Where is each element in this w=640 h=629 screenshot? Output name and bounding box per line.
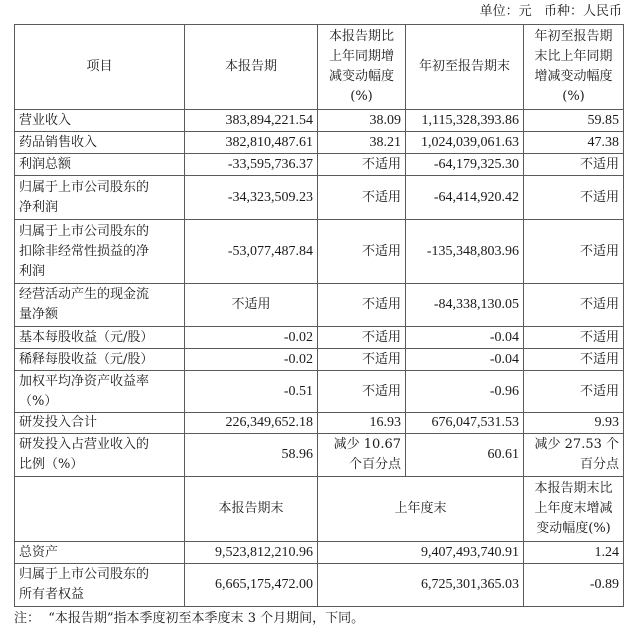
- cell-line: (%): [350, 89, 373, 104]
- row-label: [15, 371, 185, 413]
- cell-line: 扣除非经常性损益的净: [19, 243, 150, 259]
- cell-prior-year-end: 6,725,301,365.03: [318, 564, 524, 607]
- cell-current: 58.96: [185, 434, 318, 477]
- cell-change: -0.89: [524, 564, 624, 607]
- cell-line: 研发投入占营业收入的: [19, 437, 150, 452]
- footnote: 注： “本报告期”指本季度初至本季度末 3 个月期间，下同。: [14, 611, 365, 626]
- table-header-row: [15, 25, 624, 110]
- cell-line: 上年度末增减: [534, 501, 613, 516]
- cell-line: 加权平均净资产收益率: [19, 373, 150, 389]
- row-label: [15, 110, 185, 132]
- cell-line: 年初至报告期末: [418, 59, 510, 74]
- cell-current: -53,077,487.84: [185, 220, 318, 284]
- column-header: [524, 25, 624, 110]
- cell-line: 基本每股收益（元/股）: [19, 329, 154, 345]
- cell-line: 净利润: [19, 199, 59, 215]
- cell-prior-year-end: 9,407,493,740.91: [318, 542, 524, 564]
- cell-current-change: [318, 434, 406, 477]
- cell-line: 利润总额: [19, 156, 72, 172]
- cell-line: 项目: [86, 59, 113, 74]
- table-row: [15, 327, 624, 349]
- column-header: [524, 477, 624, 542]
- cell-line: 末比上年同期: [534, 49, 613, 64]
- cell-change: 1.24: [524, 542, 624, 564]
- cell-current: -0.51: [185, 371, 318, 413]
- cell-current-change: 不适用: [318, 284, 406, 327]
- cell-line: 增减变动幅度: [534, 69, 613, 84]
- cell-current: 不适用: [185, 284, 318, 327]
- cell-current-change: 不适用: [318, 154, 406, 176]
- cell-line: 本报告期: [224, 59, 277, 74]
- row-label: [15, 284, 185, 327]
- blank-header-cell: [15, 477, 185, 542]
- table-row: [15, 154, 624, 176]
- cell-line: 本报告期比: [328, 29, 394, 44]
- cell-ytd-change: 9.93: [524, 413, 624, 434]
- cell-current: -0.02: [185, 349, 318, 371]
- cell-ytd-change: 59.85: [524, 110, 624, 132]
- cell-ytd-change: [524, 434, 624, 477]
- cell-line: 研发投入合计: [19, 415, 98, 430]
- cell-line: 稀释每股收益（元/股）: [19, 351, 154, 367]
- row-label: [15, 413, 185, 434]
- table-row: [15, 564, 624, 607]
- cell-line: 减变动幅度: [328, 69, 394, 84]
- cell-line: 利润: [19, 263, 46, 279]
- table-row: [15, 132, 624, 154]
- table-row: [15, 176, 624, 220]
- cell-current-change: 不适用: [318, 371, 406, 413]
- table-row: [15, 220, 624, 284]
- cell-line: （%）: [19, 393, 58, 409]
- cell-line: 年初至报告期: [534, 29, 613, 44]
- table-row: [15, 413, 624, 434]
- table-row: [15, 349, 624, 371]
- cell-current-change: 38.09: [318, 110, 406, 132]
- cell-line: 归属于上市公司股东的: [19, 179, 150, 195]
- cell-ytd: -64,414,920.42: [406, 176, 524, 220]
- cell-line: 本报告期末比: [534, 481, 613, 496]
- cell-current: -0.02: [185, 327, 318, 349]
- table-row: [15, 110, 624, 132]
- financial-data-table: [14, 24, 624, 607]
- cell-line: 归属于上市公司股东的: [19, 223, 150, 239]
- cell-ytd: -0.96: [406, 371, 524, 413]
- cell-current: -33,595,736.37: [185, 154, 318, 176]
- table-row: [15, 434, 624, 477]
- column-header: 本报告期末: [185, 477, 318, 542]
- cell-ytd-change: 不适用: [524, 327, 624, 349]
- cell-ytd: 1,115,328,393.86: [406, 110, 524, 132]
- cell-ytd: -0.04: [406, 327, 524, 349]
- cell-ytd: -135,348,803.96: [406, 220, 524, 284]
- cell-line: 经营活动产生的现金流: [19, 287, 150, 302]
- cell-ytd-change: 不适用: [524, 349, 624, 371]
- cell-line: 上年同期增: [328, 49, 394, 64]
- table-row: [15, 371, 624, 413]
- cell-line: 百分点: [579, 457, 619, 472]
- row-label: [15, 327, 185, 349]
- cell-period-end: 9,523,812,210.96: [185, 542, 318, 564]
- table-row: [15, 284, 624, 327]
- cell-ytd: 60.61: [406, 434, 524, 477]
- column-header: [15, 25, 185, 110]
- cell-period-end: 6,665,175,472.00: [185, 564, 318, 607]
- cell-line: 量净额: [19, 307, 59, 322]
- cell-line: 归属于上市公司股东的: [19, 567, 150, 582]
- cell-current-change: 不适用: [318, 220, 406, 284]
- cell-ytd: -84,338,130.05: [406, 284, 524, 327]
- cell-current: 226,349,652.18: [185, 413, 318, 434]
- cell-ytd: -64,179,325.30: [406, 154, 524, 176]
- cell-current: 382,810,487.61: [185, 132, 318, 154]
- row-label: [15, 434, 185, 477]
- cell-ytd-change: 不适用: [524, 284, 624, 327]
- row-label: [15, 220, 185, 284]
- cell-line: 营业收入: [19, 112, 72, 128]
- cell-ytd: -0.04: [406, 349, 524, 371]
- cell-current: -34,323,509.23: [185, 176, 318, 220]
- cell-current-change: 16.93: [318, 413, 406, 434]
- column-header: 上年度末: [318, 477, 524, 542]
- row-label: [15, 176, 185, 220]
- cell-line: 比例（%）: [19, 457, 84, 472]
- cell-line: (%): [562, 89, 585, 104]
- balance-header-row: [15, 477, 624, 542]
- row-label: [15, 564, 185, 607]
- row-label: [15, 132, 185, 154]
- cell-line: 药品销售收入: [19, 134, 98, 150]
- cell-ytd: 1,024,039,061.63: [406, 132, 524, 154]
- cell-ytd-change: 不适用: [524, 220, 624, 284]
- cell-ytd-change: 不适用: [524, 154, 624, 176]
- cell-current-change: 不适用: [318, 327, 406, 349]
- cell-line: 所有者权益: [19, 587, 85, 602]
- cell-line: 个百分点: [348, 457, 401, 472]
- cell-ytd-change: 不适用: [524, 176, 624, 220]
- cell-ytd-change: 不适用: [524, 371, 624, 413]
- cell-line: 总资产: [19, 544, 59, 560]
- cell-current-change: 不适用: [318, 349, 406, 371]
- row-label: [15, 542, 185, 564]
- column-header: [406, 25, 524, 110]
- cell-line: 变动幅度(%): [536, 521, 611, 536]
- cell-line: 减少 10.67: [333, 437, 401, 452]
- row-label: [15, 154, 185, 176]
- cell-ytd: 676,047,531.53: [406, 413, 524, 434]
- unit-currency-note: 单位：元 币种：人民币: [479, 4, 622, 19]
- cell-current-change: 38.21: [318, 132, 406, 154]
- cell-line: 减少 27.53 个: [534, 437, 619, 452]
- cell-ytd-change: 47.38: [524, 132, 624, 154]
- row-label: [15, 349, 185, 371]
- table-row: [15, 542, 624, 564]
- column-header: [185, 25, 318, 110]
- cell-current: 383,894,221.54: [185, 110, 318, 132]
- column-header: [318, 25, 406, 110]
- cell-current-change: 不适用: [318, 176, 406, 220]
